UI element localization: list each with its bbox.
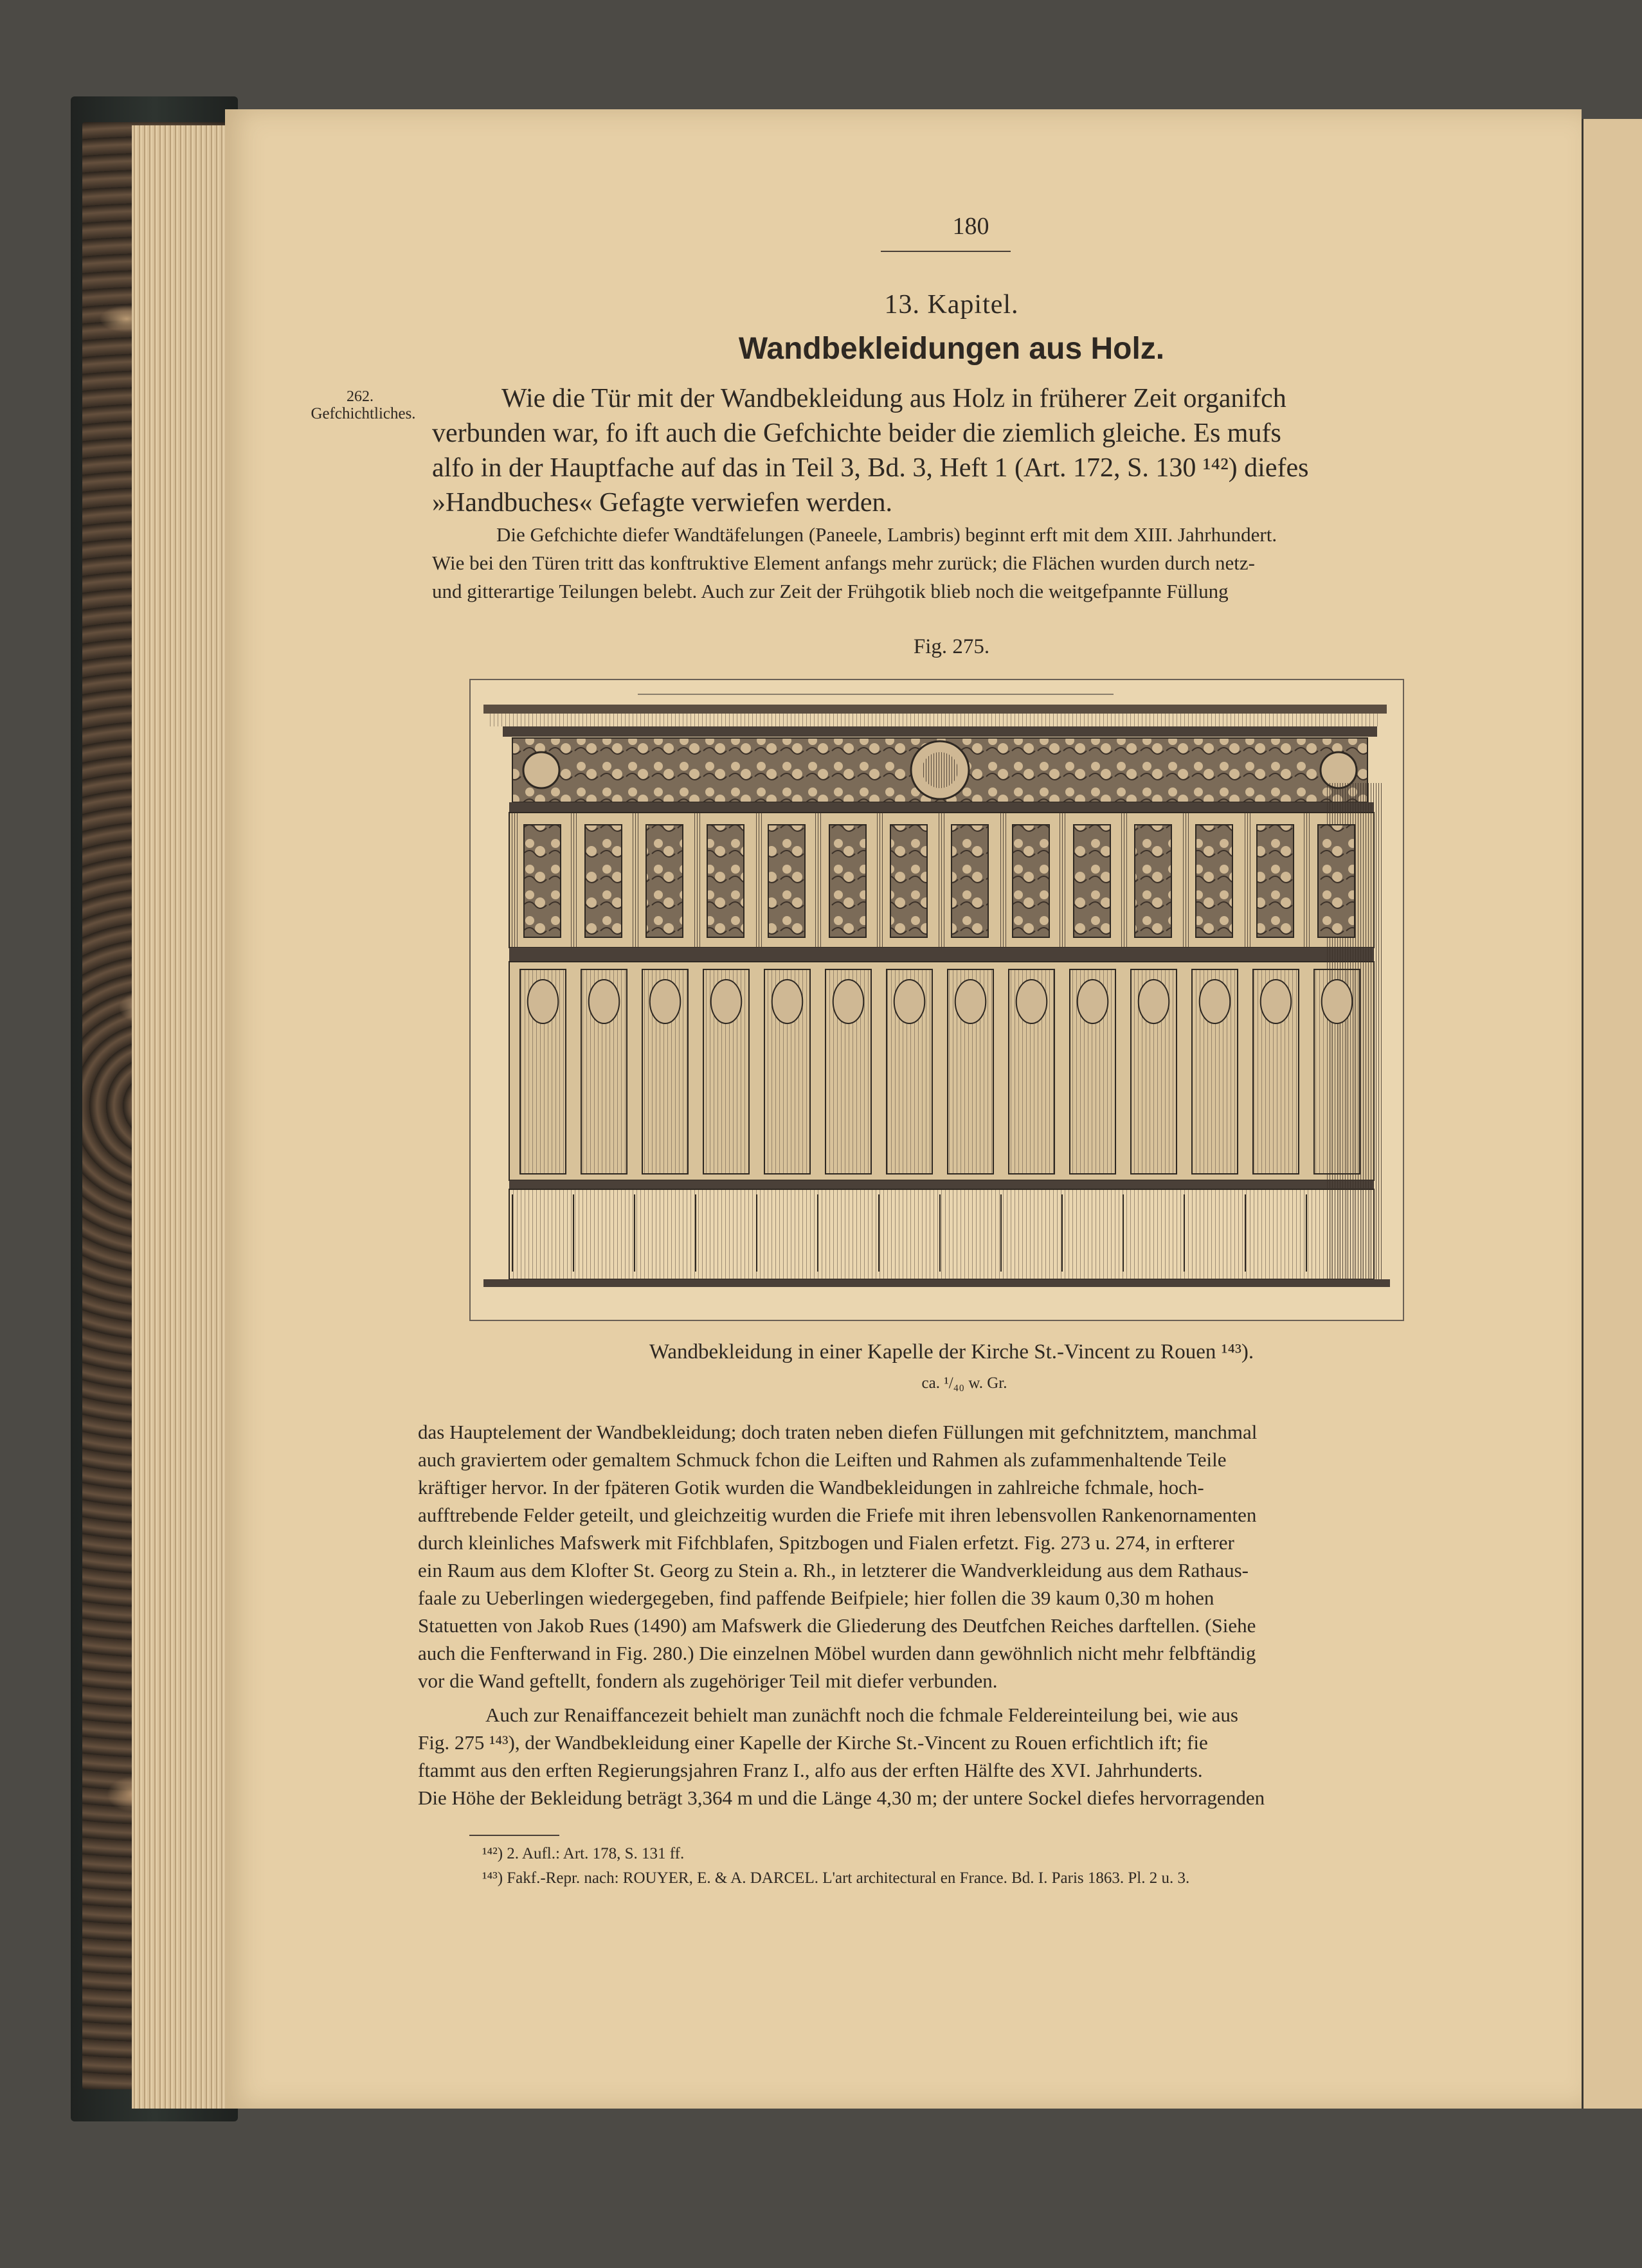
para3-line: das Hauptelement der Wandbekleidung; doch traten neben diefen Füllungen mit gefchnitztem, manchmal (418, 1421, 1258, 1443)
margin-note-label: Gefchichtliches. (311, 405, 416, 422)
para3-line: auch die Fenfterwand in Fig. 280.) Die einzelnen Möbel wurden dann gewöhnlich nicht mehr felbftändig (418, 1642, 1256, 1664)
para1-line: verbunden war, fo ift auch die Gefchichte beider die ziemlich gleiche. Es mufs (432, 419, 1281, 448)
colonnette (571, 813, 579, 948)
colonnette (815, 813, 823, 948)
carved-upper-panel (585, 825, 622, 937)
carved-upper-panel (1196, 825, 1232, 937)
facing-page-edge (1582, 119, 1642, 2109)
para3-line: vor die Wand geftellt, fondern als zugehöriger Teil mit diefer verbunden. (418, 1670, 998, 1692)
page-number-rule (881, 251, 1011, 252)
carved-medallion (1016, 980, 1047, 1023)
colonnette (693, 813, 701, 948)
figure-woodwork-engraving (469, 679, 1404, 1321)
carved-medallion (589, 980, 620, 1023)
para4-line: ftammt aus den erften Regierungsjahren Franz I., alfo aus der erften Hälfte des XVI. Jahrhunderts. (418, 1759, 1203, 1781)
colonnette (998, 813, 1006, 948)
caption-text: Wandbekleidung in einer Kapelle der Kirche St.-Vincent zu Rouen ¹⁴³). (649, 1340, 1254, 1364)
colonnette (754, 813, 762, 948)
carved-medallion (1261, 980, 1292, 1023)
colonnette (1243, 813, 1250, 948)
para1-line: »Handbuches« Gefagte verwiefen werden. (432, 488, 893, 518)
para3-line: ein Raum aus dem Klofter St. Georg zu Stein a. Rh., in letzterer die Wandverkleidung aus dem Rathaus- (418, 1559, 1249, 1581)
page-number: 180 (952, 213, 989, 240)
colonnette (1060, 813, 1067, 948)
colonnette (876, 813, 884, 948)
woodwork-illustration (471, 680, 1403, 1320)
carved-upper-panel (1318, 825, 1355, 937)
colonnette (937, 813, 945, 948)
page-edges (132, 125, 235, 2109)
carved-upper-panel (1135, 825, 1171, 937)
para4-line: Die Höhe der Bekleidung beträgt 3,364 m und die Länge 4,30 m; der untere Sockel diefes hervorragenden (418, 1787, 1265, 1809)
carved-upper-panel (646, 825, 683, 937)
carved-medallion (1322, 980, 1353, 1023)
carved-medallion (772, 980, 803, 1023)
para3-line: auch graviertem oder gemaltem Schmuck fchon die Leiften und Rahmen als zufammenhaltende Teile (418, 1448, 1227, 1471)
carved-upper-panel (524, 825, 561, 937)
carved-upper-panel (952, 825, 988, 937)
carved-upper-panel (1074, 825, 1110, 937)
carved-upper-panel (768, 825, 805, 937)
footnote: ¹⁴³) Fakf.-Repr. nach: ROUYER, E. & A. DARCEL. L'art architectural en France. Bd. I. Paris 1863. Pl. 2 u. 3. (482, 1869, 1190, 1887)
carved-medallion (650, 980, 681, 1023)
para3-line: kräftiger hervor. In der fpäteren Gotik wurden die Wandbekleidungen in zahlreiche fchmale, hoch- (418, 1476, 1204, 1498)
carved-medallion (894, 980, 925, 1023)
para3-line: aufftrebende Felder geteilt, und gleichzeitig wurden die Friefe mit ihren lebensvollen Rankenornamenten (418, 1504, 1257, 1526)
figure-label: Fig. 275. (913, 635, 990, 658)
footnote: ¹⁴²) 2. Aufl.: Art. 178, S. 131 ff. (482, 1845, 685, 1862)
carved-medallion (833, 980, 864, 1023)
carved-upper-panel (707, 825, 744, 937)
colonnette (510, 813, 518, 948)
carved-medallion (711, 980, 742, 1023)
colonnette (1182, 813, 1189, 948)
para2-line: Die Gefchichte diefer Wandtäfelungen (Paneele, Lambris) beginnt erft mit dem XIII. Jahrhundert. (496, 523, 1277, 546)
carved-upper-panel (1257, 825, 1294, 937)
para4-line: Fig. 275 ¹⁴³), der Wandbekleidung einer Kapelle der Kirche St.-Vincent zu Rouen erfichtlich ift; fie (418, 1731, 1208, 1754)
carved-upper-panel (829, 825, 866, 937)
chapter-heading: 13. Kapitel. (884, 290, 1019, 320)
colonnette (1304, 813, 1312, 948)
para1-line: Wie die Tür mit der Wandbekleidung aus Holz in früherer Zeit organifch (501, 384, 1286, 413)
para4-line: Auch zur Renaiffancezeit behielt man zunächft noch die fchmale Feldereinteilung bei, wie aus (485, 1704, 1238, 1726)
carved-medallion (528, 980, 559, 1023)
carved-medallion (1200, 980, 1231, 1023)
para3-line: Statuetten von Jakob Rues (1490) am Mafswerk die Gliederung des Deutfchen Reiches darftellen. (Siehe (418, 1614, 1256, 1637)
colonnette (632, 813, 640, 948)
figure-scale: ca. ¹/₄₀ w. Gr. (921, 1374, 1007, 1392)
carved-upper-panel (1013, 825, 1049, 937)
footnote-rule (469, 1835, 559, 1836)
para2-line: Wie bei den Türen tritt das konftruktive Element anfangs mehr zurück; die Flächen wurden durch netz- (432, 552, 1255, 574)
margin-note-number: 262. (347, 388, 374, 405)
para3-line: faale zu Ueberlingen wiedergegeben, find paffende Beifpiele; hier follen die 39 kaum 0,30 m hohen (418, 1587, 1214, 1609)
carved-medallion (1139, 980, 1169, 1023)
para2-line: und gitterartige Teilungen belebt. Auch zur Zeit der Frühgotik blieb noch die weitgefpannte Füllung (432, 580, 1229, 602)
carved-medallion (955, 980, 986, 1023)
page-title: Wandbekleidungen aus Holz. (738, 332, 1165, 366)
para1-line: alfo in der Hauptfache auf das in Teil 3, Bd. 3, Heft 1 (Art. 172, S. 130 ¹⁴²) diefes (432, 453, 1309, 483)
carved-medallion (1078, 980, 1108, 1023)
carved-upper-panel (890, 825, 927, 937)
figure-caption (527, 1340, 1376, 1364)
colonnette (1121, 813, 1128, 948)
para3-line: durch kleinliches Mafswerk mit Fifchblafen, Spitzbogen und Fialen erfetzt. Fig. 273 u. 274, in erfterer (418, 1531, 1234, 1554)
